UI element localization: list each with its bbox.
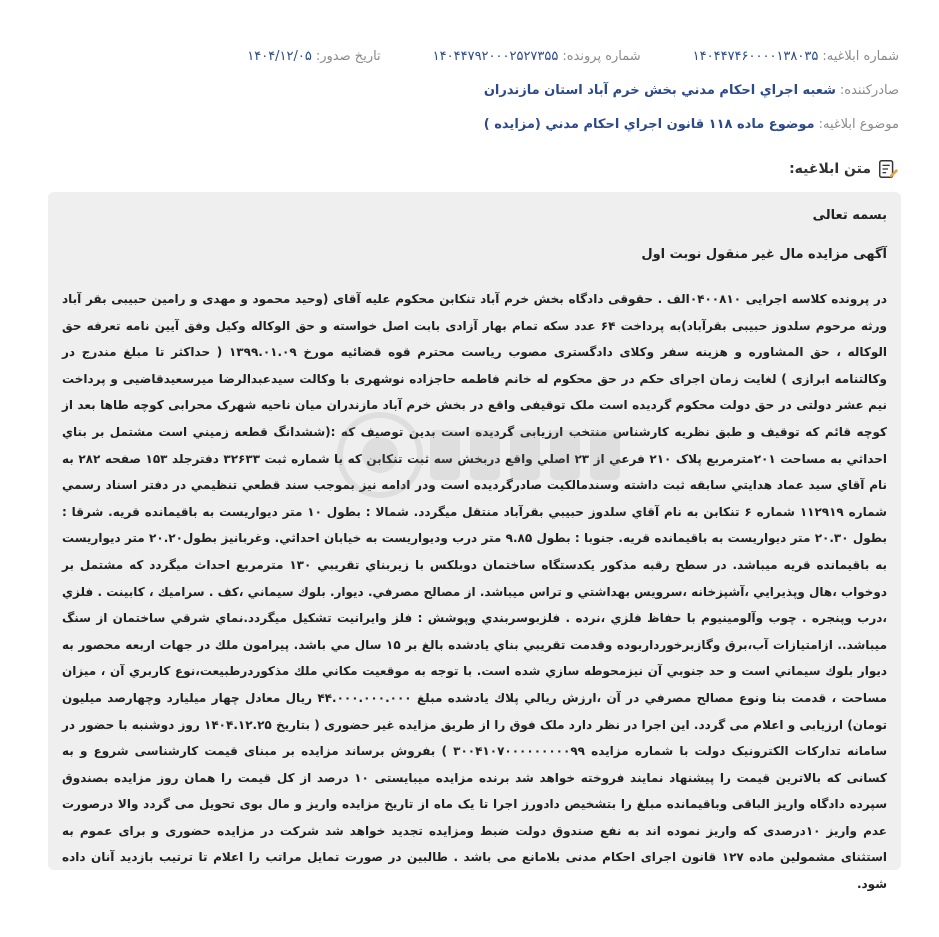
- notice-number-value: ۱۴۰۴۴۷۴۶۰۰۰۰۱۳۸۰۳۵: [692, 48, 819, 64]
- notice-text-card: [48, 192, 901, 892]
- case-number-value: ۱۴۰۴۴۷۹۲۰۰۰۲۵۲۷۳۵۵: [432, 48, 559, 64]
- notice-number-label: شماره ابلاغیه:: [822, 48, 899, 64]
- issuer-value: شعبه اجراي احكام مدني بخش خرم آباد استان مازندران: [483, 82, 836, 98]
- issue-date-value: ۱۴۰۴/۱۲/۰۵: [247, 48, 312, 64]
- notice-number: [693, 49, 899, 64]
- notice-heading: آگهی مزایده مال غیر منقول نوبت اول: [641, 247, 887, 262]
- case-number-label: شماره پرونده:: [562, 48, 641, 64]
- issuer-label: صادرکننده:: [839, 82, 899, 98]
- document-edit-icon: [877, 158, 899, 180]
- subject-label: موضوع ابلاغیه:: [818, 116, 899, 132]
- issue-date-label: تاریخ صدور:: [315, 48, 381, 64]
- subject-value: موضوع ماده ۱۱۸ قانون اجراي احكام مدني (مزايده ): [483, 116, 815, 132]
- notice-section-title: [789, 158, 899, 180]
- issuer-row: [40, 78, 899, 102]
- issue-date: [247, 49, 380, 64]
- case-number: [433, 49, 641, 64]
- notice-section-label: متن ابلاغیه:: [789, 161, 871, 177]
- header-meta-row: [40, 44, 899, 68]
- subject-row: [40, 112, 899, 136]
- notice-body: در پرونده کلاسه اجرایی ۰۴۰۰۸۱۰الف . حقوقی دادگاه بخش خرم آباد تنکابن محکوم علیه آقای (وحید محمود و مهدی و رامین حبیبی بقر آباد ورثه مرحوم سلدوز حبیبی بقرآباد)به پرداخت ۶۴ عدد سکه تمام بهار آزادی بابت اصل خواسته و حق الوکاله وکیل وفق آیین نامه تعرفه حق الوکاله ، حق المشاوره و هزینه سفر وکلای دادگستری مصوب ریاست محترم قوه قضائیه مورخ ۱۳۹۹.۰۱.۰۹ ( حداکثر تا مبلغ مندرج در وکالتنامه ابرازی ) لغایت زمان اجرای حکم در حق محکوم له خانم فاطمه حاجزاده نوشهری با وکالت سیدعبدالرضا میرسعیدقاضیی و پرداخت نیم عشر دولتی در حق دولت محکوم گردیده است ملک توقیفی واقع در بخش خرم آباد مازندران میان ناحیه شهرک محرابی کوچه طاها بعد از کوچه قائم که توقیف و طبق نظریه کارشناس منتخب ارزیابی گردیده است بدین توصیف که :(ششدانگ قطعه زميني است مشتمل بر بناي احداثي به مساحت ۲۰۱مترمربع پلاک ۲۱۰ فرعي از ۲۳ اصلي واقع دربخش سه ثبت تنكابن كه با شماره ثبت ۳۲۶۳۳ دفترجلد ۱۵۳ صفحه ۲۸۲ به نام آقاي سيد عماد هدايتي سابقه ثبت داشته وسندمالكيت صادرگرديده است ودر ادامه نيز بموجب سند قطعي تنظيمي در دفتر اسناد رسمي شماره ۱۱۲۹۱۹ شماره ۶ تنكابن به نام آقاي سلدوز حبيبي بقرآباد منتقل ميگردد. شمالا : بطول ۱۰ متر ديواريست به باقيمانده قريه. شرقا : بطول ۲۰.۳۰ متر ديواريست به باقيمانده قريه. جنوبا : بطول ۹.۸۵ متر درب وديواريست به خيابان احداثي. وغربانيز بطول۲۰.۲۰ متر ديواريست به باقيمانده قريه ميباشد. در سطح رقبه مذكور يكدستگاه ساختمان دوبلكس با زيربناي تقريبي ۱۳۰ مترمربع احداث ميگردد كه مشتمل بر دوخواب ،هال وپذيرايي ،آشپزخانه ،سرويس بهداشتي و تراس ميباشد. از مصالح مصرفي. ديوار. بلوك سيماني ،كف . سراميك ، كابينت . فلزي ،درب وپنجره . چوب وآلومينيوم با حفاظ فلزي ،نرده . فلزبوسربندي وپوشش : فلز وايرانيت تشكيل ميگردد.نماي شرقي ساختمان از سنگ ميباشد.. ازامتيازات آب،برق وگازبرخورداربوده وقدمت تقريبي بناي يادشده بالغ بر ۱۵ سال مي باشد. پيرامون ملك در جهات اربعه محصور به ديوار بلوك سيماني است و حد جنوبي آن نيزمحوطه سازي شده است. با توجه به موقعيت مكاني ملك مذكوردرطبيعت،نوع كاربري آن ، ميزان مساحت ، قدمت بنا ونوع مصالح مصرفي در آن ،ارزش ريالي پلاك يادشده مبلغ ۴۴.۰۰۰.۰۰۰.۰۰۰ ريال معادل چهار ميليارد وچهارصد ميليون تومان) ارزيابی و اعلام می گردد. این اجرا در نظر دارد ملک فوق را از طریق مزایده غیر حضوری ( بتاریخ ۱۴۰۴.۱۲.۲۵ روز دوشنبه با حضور در سامانه تدارکات الکترونیک دولت با شماره مزایده ۳۰۰۴۱۰۷۰۰۰۰۰۰۰۰۰۹۹ ) بفروش برساند مزایده بر مبنای قیمت کارشناسی شروع و به کسانی که بالاترین قیمت را پیشنهاد نمایند فروخته خواهد شد برنده مزایده میبایستی ۱۰ درصد از کل قیمت را همان روز مزایده بصندوق سپرده دادگاه واریز الباقی وباقیمانده مبلغ را بتشخیص دادورز اجرا تا یک ماه از تاریخ مزایده واریز و مال بوی تحویل می گردد والا درصورت عدم واریز ۱۰درصدی که واریز نموده اند به نفع صندوق دولت ضبط ومزایده تجدید خواهد شد شرکت در مزایده حضوری و برای عموم به استثنای مشمولین ماده ۱۲۷ قانون اجرای احکام مدنی بلامانع می باشد . طالبین در صورت تمایل مراتب را اعلام تا ترتیب بازدید آنان داده شود.: [62, 292, 888, 892]
- notice-bismillah: بسمه تعالی: [812, 208, 887, 223]
